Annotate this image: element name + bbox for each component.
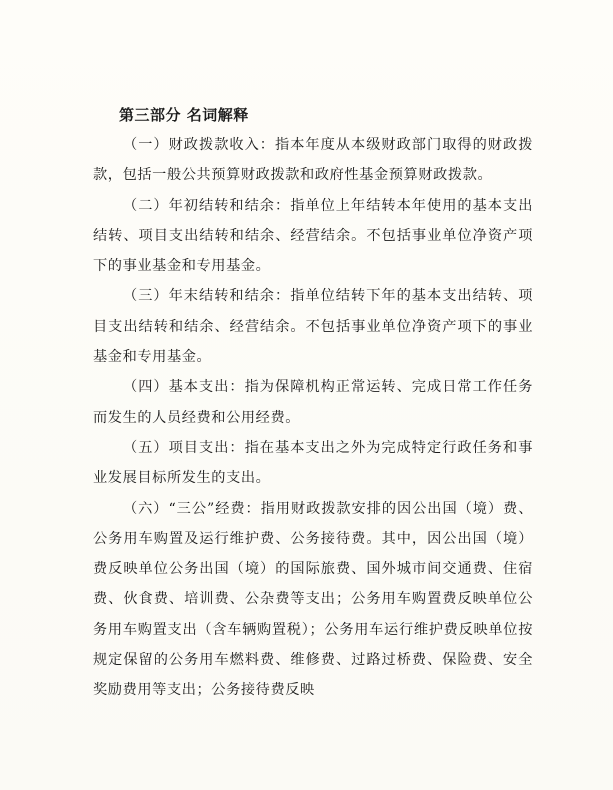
section-heading: 第三部分 名词解释 [119,106,249,124]
paragraph-basic-expenditure: （四）基本支出：指为保障机构正常运转、完成日常工作任务而发生的人员经费和公用经费。 [93,379,533,426]
paragraph-three-public-expenses: （六）“三公”经费：指用财政拨款安排的因公出国（境）费、公务用车购置及运行维护费、公务接待费。其中，因公出国（境）费反映单位公务出国（境）的国际旅费、国外城市间交通费、住宿费、伙食费、培训费、公杂费等支出；公务用车购置费反映单位公务用车购置支出（含车辆购置税）；公务用车运行维护费反映单位按规定保留的公务用车燃料费、维修费、过路过桥费、保险费、安全奖励费用等支出；公务接待费反映 [93,500,533,699]
document-body [93,100,533,706]
paragraph-ending-carryover: （三）年末结转和结余：指单位结转下年的基本支出结转、项目支出结转和结余、经营结余。不包括事业单位净资产项下的事业基金和专用基金。 [93,288,533,366]
paragraph-project-expenditure: （五）项目支出：指在基本支出之外为完成特定行政任务和事业发展目标所发生的支出。 [93,439,533,487]
paragraph-beginning-carryover: （二）年初结转和结余：指单位上年结转本年使用的基本支出结转、项目支出结转和结余、经营结余。不包括事业单位净资产项下的事业基金和专用基金。 [93,197,533,275]
paragraph-financial-allocation-income: （一）财政拨款收入：指本年度从本级财政部门取得的财政拨款，包括一般公共预算财政拨款和政府性基金预算财政拨款。 [93,137,533,184]
